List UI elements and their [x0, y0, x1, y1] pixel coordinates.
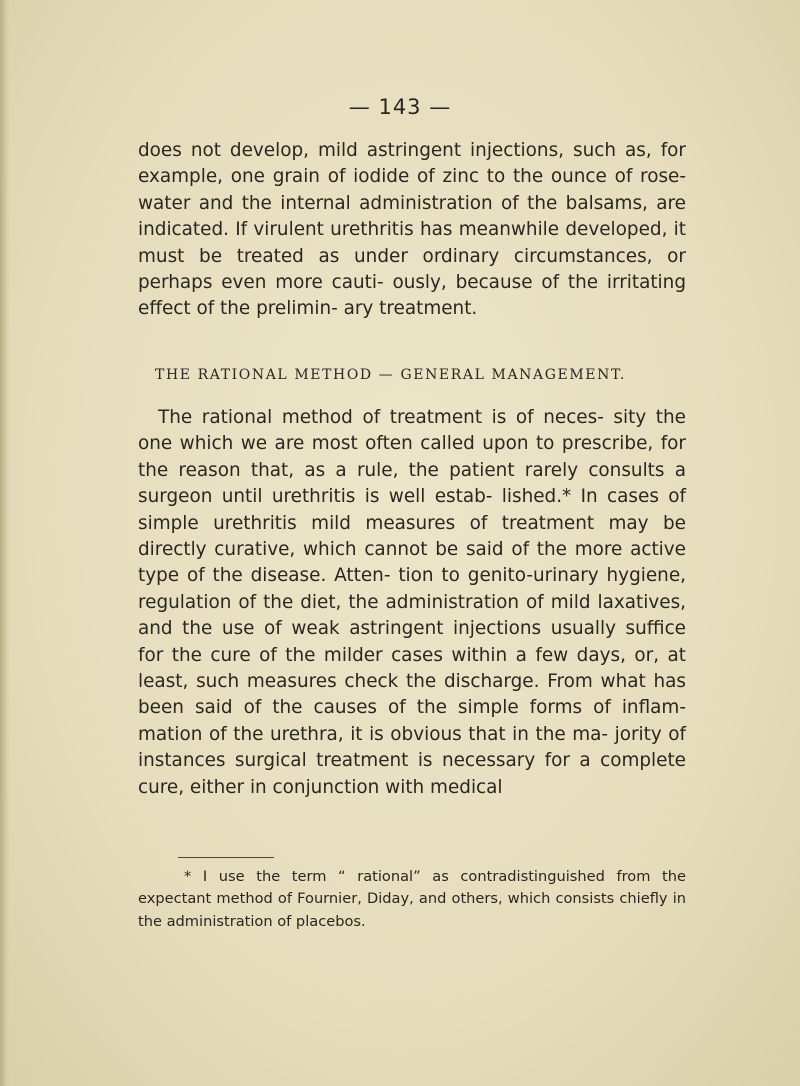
section-heading: THE RATIONAL METHOD — GENERAL MANAGEMENT. [155, 367, 626, 383]
footnote-divider [178, 857, 274, 858]
footnote-text: * I use the term “ rational” as contradistinguished from the expectant method of Fournier, Diday, and others, which consists chiefly in the administration of placebos. [138, 868, 686, 930]
page-number: — 143 — [348, 95, 452, 119]
paragraph-1-text: does not develop, mild astringent injections, such as, for example, one grain of iodide of zinc to the ounce of rose-water and the internal administration of the balsams, are indicated. If virulent urethritis has meanwhile developed, it must be treated as under ordinary circumstances, or perhaps even more cauti- ously, because of the irritating effect of the prelimin- ary treatment. [138, 140, 686, 320]
page-binding-edge [0, 0, 10, 1086]
footnote [138, 866, 686, 933]
paragraph-2 [138, 405, 686, 801]
paragraph-2-text: The rational method of treatment is of neces- sity the one which we are most often called upon to prescribe, for the reason that, as a rule, the patient rarely consults a surgeon until urethritis is well estab- lished.* In cases of simple urethritis mild measures of treatment may be directly curative, which cannot be said of the more active type of the disease. Atten- tion to genito-urinary hygiene, regulation of the diet, the administration of mild laxatives, and the use of weak astringent injections usually suffice for the cure of the milder cases within a few days, or, at least, such measures check the discharge. From what has been said of the causes of the simple forms of inflam- mation of the urethra, it is obvious that in the ma- jority of instances surgical treatment is necessary for a complete cure, either in conjunction with medical [138, 407, 686, 798]
paragraph-1 [138, 138, 686, 323]
